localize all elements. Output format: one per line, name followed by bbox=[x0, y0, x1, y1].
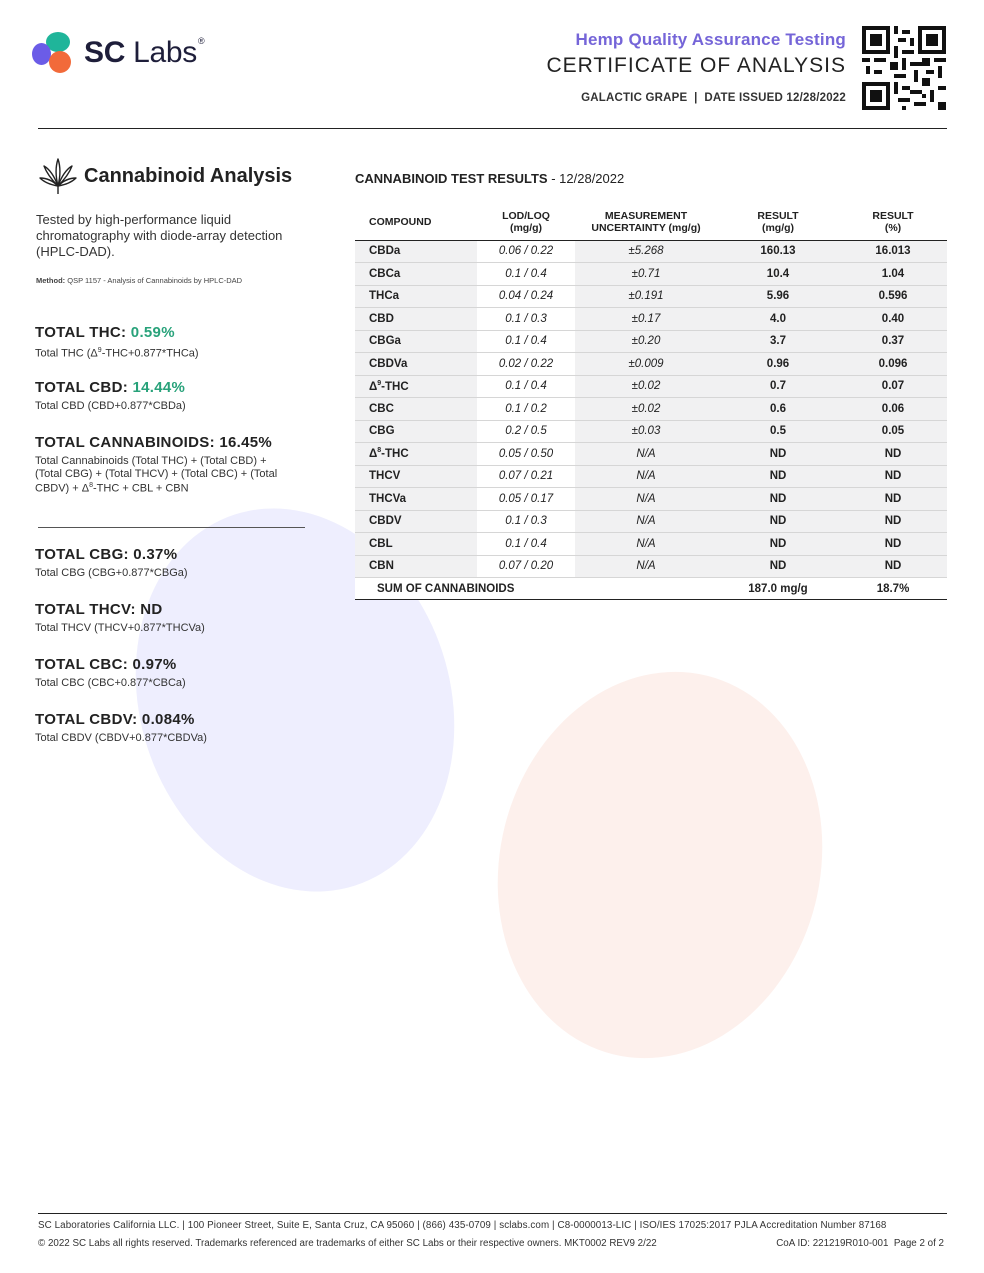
unc-cell: ±0.191 bbox=[575, 285, 717, 308]
cannabinoid-analysis-heading bbox=[38, 156, 292, 196]
pct-cell: ND bbox=[839, 443, 947, 466]
sum-label: SUM OF CANNABINOIDS bbox=[355, 578, 717, 600]
table-row bbox=[355, 330, 947, 353]
pct-cell: ND bbox=[839, 510, 947, 533]
table-header-row bbox=[355, 204, 947, 240]
unc-cell: N/A bbox=[575, 465, 717, 488]
compound-cell: CBDVa bbox=[355, 353, 477, 376]
lod-cell: 0.1 / 0.4 bbox=[477, 533, 575, 556]
mg-cell: ND bbox=[717, 488, 839, 511]
unc-cell: ±0.20 bbox=[575, 330, 717, 353]
mg-cell: 3.7 bbox=[717, 330, 839, 353]
totals-divider bbox=[38, 527, 305, 528]
lod-cell: 0.05 / 0.50 bbox=[477, 443, 575, 466]
section-title: Cannabinoid Analysis bbox=[84, 164, 293, 187]
table-row bbox=[355, 375, 947, 398]
lod-cell: 0.07 / 0.21 bbox=[477, 465, 575, 488]
unc-cell: ±0.17 bbox=[575, 308, 717, 331]
pct-cell: ND bbox=[839, 533, 947, 556]
pct-cell: 1.04 bbox=[839, 263, 947, 286]
sum-row bbox=[355, 578, 947, 600]
results-heading: CANNABINOID TEST RESULTS - 12/28/2022 bbox=[355, 171, 625, 186]
mg-cell: ND bbox=[717, 443, 839, 466]
pct-cell: 0.596 bbox=[839, 285, 947, 308]
lod-cell: 0.1 / 0.4 bbox=[477, 263, 575, 286]
lod-cell: 0.06 / 0.22 bbox=[477, 240, 575, 263]
footer-copyright: © 2022 SC Labs all rights reserved. Trademarks referenced are trademarks of either SC Labs or their respective owners. MKT0002 REV9 2/22 bbox=[38, 1238, 657, 1249]
pct-cell: 0.07 bbox=[839, 375, 947, 398]
qr-code-icon[interactable] bbox=[862, 26, 946, 110]
total-cbd-block: TOTAL CBD: 14.44% Total CBD (CBD+0.877*CBDa) bbox=[35, 379, 186, 412]
logo-mark-icon bbox=[32, 32, 74, 74]
table-row bbox=[355, 398, 947, 421]
footer-divider bbox=[38, 1213, 947, 1214]
pct-cell: 0.05 bbox=[839, 420, 947, 443]
footer-address: SC Laboratories California LLC. | 100 Pioneer Street, Suite E, Santa Cruz, CA 95060 | (866) 435-0709 | sclabs.com | C8-0000013-LIC | ISO/IES 17025:2017 PJLA Accreditation Number 87168 bbox=[38, 1220, 887, 1231]
table-row bbox=[355, 308, 947, 331]
compound-cell: CBD bbox=[355, 308, 477, 331]
pct-cell: 16.013 bbox=[839, 240, 947, 263]
pct-cell: ND bbox=[839, 555, 947, 578]
table-row bbox=[355, 240, 947, 263]
header-subtitle: Hemp Quality Assurance Testing bbox=[575, 30, 846, 49]
table-row bbox=[355, 263, 947, 286]
compound-cell: $\Delta^8$-THC bbox=[355, 443, 477, 466]
pct-cell: 0.37 bbox=[839, 330, 947, 353]
lod-cell: 0.1 / 0.2 bbox=[477, 398, 575, 421]
compound-cell: CBDa bbox=[355, 240, 477, 263]
total-cbc-block: TOTAL CBC: 0.97% Total CBC (CBC+0.877*CBCa) bbox=[35, 656, 186, 689]
compound-cell: CBGa bbox=[355, 330, 477, 353]
mg-cell: 0.7 bbox=[717, 375, 839, 398]
mg-cell: 160.13 bbox=[717, 240, 839, 263]
unc-cell: N/A bbox=[575, 443, 717, 466]
unc-cell: N/A bbox=[575, 488, 717, 511]
mg-cell: 0.5 bbox=[717, 420, 839, 443]
lod-cell: 0.1 / 0.3 bbox=[477, 510, 575, 533]
compound-cell: THCV bbox=[355, 465, 477, 488]
table-row bbox=[355, 353, 947, 376]
total-thc-block: TOTAL THC: 0.59% Total THC $(\Delta^9-THC+0.877*THCa)$ bbox=[35, 324, 199, 360]
lod-cell: 0.1 / 0.4 bbox=[477, 330, 575, 353]
total-cbg-block: TOTAL CBG: 0.37% Total CBG (CBG+0.877*CBGa) bbox=[35, 546, 188, 579]
total-cbd-value: 14.44% bbox=[132, 379, 186, 396]
total-thc-value: 0.59% bbox=[130, 324, 175, 341]
table-row bbox=[355, 420, 947, 443]
sum-pct: 18.7% bbox=[839, 578, 947, 600]
mg-cell: ND bbox=[717, 533, 839, 556]
mg-cell: ND bbox=[717, 510, 839, 533]
total-cbdv-block: TOTAL CBDV: 0.084% Total CBDV (CBDV+0.877*CBDVa) bbox=[35, 711, 207, 744]
compound-cell: CBCa bbox=[355, 263, 477, 286]
compound-cell: THCVa bbox=[355, 488, 477, 511]
mg-cell: ND bbox=[717, 465, 839, 488]
col-compound: COMPOUND bbox=[355, 204, 477, 240]
unc-cell: ±0.02 bbox=[575, 375, 717, 398]
compound-cell: THCa bbox=[355, 285, 477, 308]
mg-cell: 0.96 bbox=[717, 353, 839, 376]
pct-cell: 0.096 bbox=[839, 353, 947, 376]
mg-cell: 4.0 bbox=[717, 308, 839, 331]
header-title: CERTIFICATE OF ANALYSIS bbox=[546, 54, 846, 77]
lod-cell: 0.07 / 0.20 bbox=[477, 555, 575, 578]
method-note: Method: QSP 1157 - Analysis of Cannabinoids by HPLC-DAD bbox=[36, 276, 243, 285]
mg-cell: ND bbox=[717, 555, 839, 578]
col-uncertainty: MEASUREMENT UNCERTAINTY (mg/g) bbox=[575, 204, 717, 240]
lod-cell: 0.1 / 0.4 bbox=[477, 375, 575, 398]
method-description: Tested by high-performance liquid chromatography with diode-array detection (HPLC-DAD). bbox=[36, 212, 283, 259]
lod-cell: 0.2 / 0.5 bbox=[477, 420, 575, 443]
unc-cell: N/A bbox=[575, 533, 717, 556]
table-row bbox=[355, 555, 947, 578]
pct-cell: ND bbox=[839, 465, 947, 488]
table-row bbox=[355, 510, 947, 533]
compound-cell: $\Delta^9$-THC bbox=[355, 375, 477, 398]
unc-cell: ±0.71 bbox=[575, 263, 717, 286]
col-result-mg: RESULT (mg/g) bbox=[717, 204, 839, 240]
header-title-block bbox=[546, 30, 846, 104]
background-blob-peach bbox=[458, 637, 863, 1093]
lod-cell: 0.02 / 0.22 bbox=[477, 353, 575, 376]
unc-cell: ±5.268 bbox=[575, 240, 717, 263]
sum-mg: 187.0 mg/g bbox=[717, 578, 839, 600]
col-lod: LOD/LOQ (mg/g) bbox=[477, 204, 575, 240]
table-row bbox=[355, 285, 947, 308]
table-row bbox=[355, 465, 947, 488]
unc-cell: N/A bbox=[575, 510, 717, 533]
pct-cell: 0.40 bbox=[839, 308, 947, 331]
pct-cell: ND bbox=[839, 488, 947, 511]
table-row bbox=[355, 488, 947, 511]
cannabinoid-results-table bbox=[355, 204, 947, 600]
footer-legal bbox=[38, 1238, 944, 1249]
compound-cell: CBG bbox=[355, 420, 477, 443]
table-row bbox=[355, 533, 947, 556]
footer-coa-id: CoA ID: 221219R010-001 Page 2 of 2 bbox=[776, 1238, 944, 1249]
lod-cell: 0.04 / 0.24 bbox=[477, 285, 575, 308]
logo-text: SC Labs® bbox=[84, 36, 205, 69]
header-divider bbox=[38, 128, 947, 129]
pct-cell: 0.06 bbox=[839, 398, 947, 421]
total-thcv-block: TOTAL THCV: ND Total THCV (THCV+0.877*THCVa) bbox=[35, 601, 205, 634]
sc-labs-logo bbox=[32, 32, 204, 74]
lod-cell: 0.1 / 0.3 bbox=[477, 308, 575, 331]
unc-cell: ±0.009 bbox=[575, 353, 717, 376]
compound-cell: CBDV bbox=[355, 510, 477, 533]
unc-cell: N/A bbox=[575, 555, 717, 578]
compound-cell: CBC bbox=[355, 398, 477, 421]
header-meta: GALACTIC GRAPE | DATE ISSUED 12/28/2022 bbox=[581, 92, 846, 104]
unc-cell: ±0.02 bbox=[575, 398, 717, 421]
lod-cell: 0.05 / 0.17 bbox=[477, 488, 575, 511]
unc-cell: ±0.03 bbox=[575, 420, 717, 443]
mg-cell: 0.6 bbox=[717, 398, 839, 421]
total-cannabinoids-block: TOTAL CANNABINOIDS: 16.45% Total Cannabinoids (Total THC) + (Total CBD) + (Total CBG) + (Total THCV) + (Total CBC) + (Total CBDV) + $\Delta^8$-THC + CBL + CBN bbox=[35, 434, 278, 495]
table-row bbox=[355, 443, 947, 466]
cannabis-leaf-icon bbox=[38, 156, 78, 196]
col-result-pct: RESULT (%) bbox=[839, 204, 947, 240]
compound-cell: CBL bbox=[355, 533, 477, 556]
mg-cell: 5.96 bbox=[717, 285, 839, 308]
compound-cell: CBN bbox=[355, 555, 477, 578]
mg-cell: 10.4 bbox=[717, 263, 839, 286]
